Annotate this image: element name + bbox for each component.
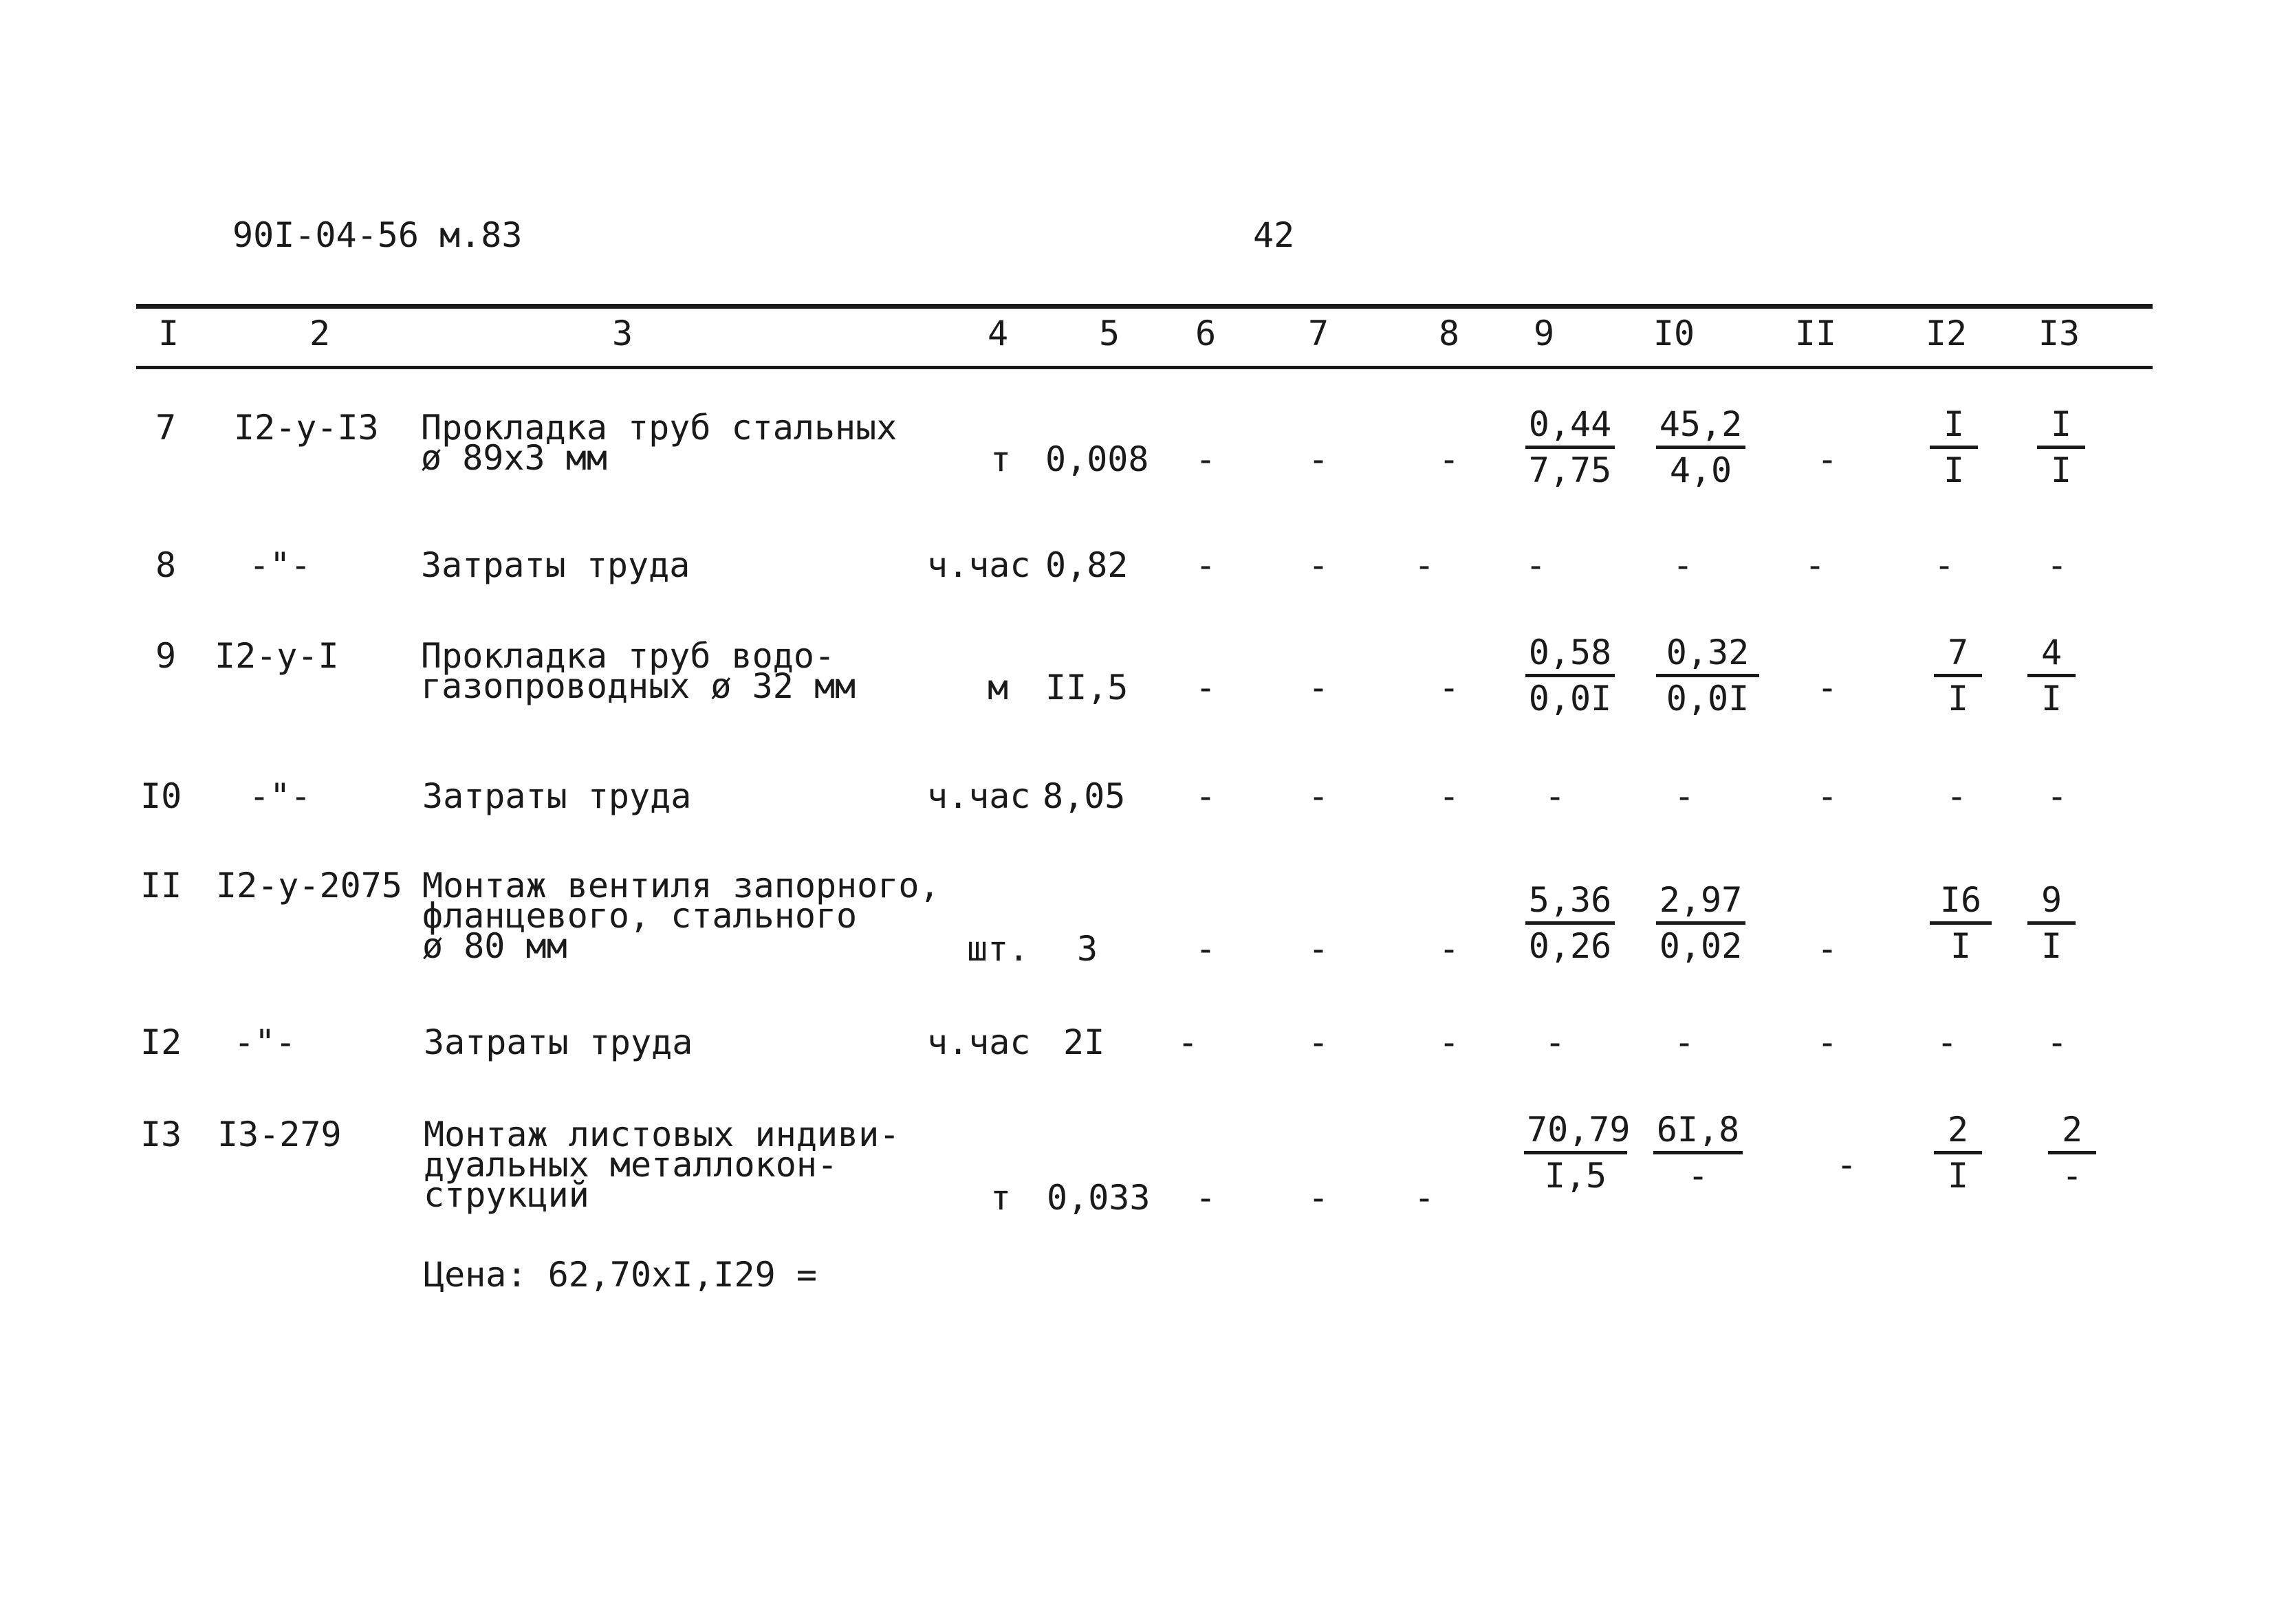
unit: ч.час bbox=[927, 1022, 1031, 1062]
col7-value: - bbox=[1308, 929, 1329, 969]
col6-value: - bbox=[1195, 545, 1217, 585]
denominator: I bbox=[2040, 679, 2062, 718]
col9-fraction bbox=[1525, 404, 1615, 490]
document-code: 90I-04-56 м.83 bbox=[232, 215, 523, 255]
col10-fraction bbox=[1656, 404, 1745, 490]
col9-value: - bbox=[1525, 545, 1547, 585]
numerator: 5,36 bbox=[1525, 883, 1615, 925]
col6-value: - bbox=[1195, 1178, 1217, 1218]
denominator: I bbox=[2040, 926, 2062, 966]
col13-fraction bbox=[2027, 880, 2076, 966]
col7-value: - bbox=[1308, 439, 1329, 479]
col7-value: - bbox=[1308, 1178, 1329, 1218]
row-number: II bbox=[140, 866, 182, 906]
unit: ч.час bbox=[927, 545, 1031, 585]
unit: м bbox=[988, 668, 1009, 707]
row-number: I3 bbox=[140, 1115, 182, 1154]
numerator: 45,2 bbox=[1656, 407, 1745, 449]
col7-value: - bbox=[1308, 1022, 1329, 1062]
page-number: 42 bbox=[1253, 215, 1295, 255]
col9-fraction bbox=[1525, 880, 1615, 966]
row-number: 8 bbox=[155, 545, 177, 585]
col11-value: - bbox=[1817, 929, 1838, 969]
norm-code: I2-у-2075 bbox=[216, 866, 402, 906]
denominator: I bbox=[2050, 450, 2072, 490]
col9-value: - bbox=[1545, 1022, 1566, 1062]
col-header-8: 8 bbox=[1438, 314, 1460, 353]
col6-value: - bbox=[1177, 1022, 1199, 1062]
norm-code: -"- bbox=[249, 776, 312, 816]
col-header-5: 5 bbox=[1098, 314, 1120, 353]
denominator: 0,02 bbox=[1659, 926, 1743, 966]
numerator: 0,44 bbox=[1525, 407, 1615, 449]
col-header-9: 9 bbox=[1533, 314, 1555, 353]
col9-fraction bbox=[1525, 635, 1615, 716]
numerator: I bbox=[1930, 407, 1978, 449]
denominator: - bbox=[1687, 1156, 1709, 1196]
col-header-13: I3 bbox=[2038, 314, 2080, 353]
col12-value: - bbox=[1934, 545, 1955, 585]
col11-value: - bbox=[1817, 1022, 1838, 1062]
work-description-line: ø 89х3 мм bbox=[421, 438, 607, 478]
row-number: 9 bbox=[155, 636, 177, 676]
quantity: 8,05 bbox=[1043, 776, 1126, 816]
col11-value: - bbox=[1817, 668, 1838, 707]
col7-value: - bbox=[1308, 545, 1329, 585]
work-description-line: Затраты труда bbox=[421, 545, 690, 585]
col13-value: - bbox=[2047, 776, 2068, 816]
numerator: I6 bbox=[1930, 883, 1992, 925]
col6-value: - bbox=[1195, 929, 1217, 969]
col11-value: - bbox=[1817, 776, 1838, 816]
unit: ч.час bbox=[927, 776, 1031, 816]
numerator: 2,97 bbox=[1656, 883, 1745, 925]
table-header-rule bbox=[136, 366, 2153, 369]
denominator: I,5 bbox=[1544, 1156, 1607, 1196]
col10-value: - bbox=[1674, 776, 1695, 816]
denominator: - bbox=[2061, 1156, 2083, 1196]
col10-value: - bbox=[1673, 545, 1694, 585]
norm-code: I2-у-I bbox=[215, 636, 339, 676]
norm-code: -"- bbox=[249, 545, 312, 585]
col6-value: - bbox=[1195, 439, 1217, 479]
numerator: 2 bbox=[2048, 1112, 2096, 1154]
denominator: I bbox=[1950, 926, 1972, 966]
col6-value: - bbox=[1195, 776, 1217, 816]
table-top-rule bbox=[136, 304, 2153, 309]
col12-value: - bbox=[1937, 1022, 1958, 1062]
quantity: 0,008 bbox=[1045, 439, 1149, 479]
quantity: 2I bbox=[1063, 1022, 1105, 1062]
numerator: I bbox=[2037, 407, 2085, 449]
norm-code: I3-279 bbox=[217, 1115, 342, 1154]
col-header-11: II bbox=[1794, 314, 1837, 353]
unit: т bbox=[990, 1178, 1012, 1218]
work-description-line: ø 80 мм bbox=[422, 926, 567, 966]
numerator: 6I,8 bbox=[1653, 1112, 1743, 1154]
col12-fraction bbox=[1930, 880, 1992, 966]
quantity: 0,033 bbox=[1047, 1178, 1151, 1218]
work-description-line: Монтаж листовых индиви- bbox=[424, 1115, 900, 1154]
work-description-line: газопроводных ø 32 мм bbox=[421, 666, 856, 706]
col13-fraction bbox=[2048, 1110, 2096, 1196]
col7-value: - bbox=[1308, 776, 1329, 816]
col6-value: - bbox=[1195, 668, 1217, 707]
work-description-line: Затраты труда bbox=[422, 776, 692, 816]
numerator: 0,32 bbox=[1656, 635, 1759, 677]
numerator: 4 bbox=[2027, 635, 2076, 677]
denominator: I bbox=[1947, 679, 1969, 718]
denominator: 0,0I bbox=[1666, 679, 1750, 718]
numerator: 70,79 bbox=[1524, 1112, 1627, 1154]
numerator: 7 bbox=[1934, 635, 1982, 677]
col8-value: - bbox=[1439, 929, 1460, 969]
quantity: II,5 bbox=[1045, 668, 1129, 707]
col8-value: - bbox=[1414, 1178, 1435, 1218]
col12-fraction bbox=[1934, 635, 1982, 716]
col-header-12: I2 bbox=[1925, 314, 1968, 353]
work-description-line: Прокладка труб стальных bbox=[421, 408, 897, 448]
denominator: 4,0 bbox=[1669, 450, 1732, 490]
col10-fraction bbox=[1653, 1110, 1743, 1196]
col12-fraction bbox=[1930, 404, 1978, 490]
row-number: I2 bbox=[140, 1022, 182, 1062]
col8-value: - bbox=[1439, 668, 1460, 707]
col11-value: - bbox=[1805, 545, 1826, 585]
col11-value: - bbox=[1836, 1145, 1858, 1185]
col11-value: - bbox=[1817, 439, 1838, 479]
row-number: I0 bbox=[140, 776, 182, 816]
col13-fraction bbox=[2027, 635, 2076, 716]
denominator: 0,0I bbox=[1528, 679, 1612, 718]
unit: шт. bbox=[967, 929, 1030, 969]
denominator: I bbox=[1947, 1156, 1969, 1196]
row-number: 7 bbox=[155, 408, 177, 448]
col13-value: - bbox=[2047, 1022, 2068, 1062]
work-description-line: дуальных металлокон- bbox=[424, 1145, 838, 1185]
denominator: 0,26 bbox=[1528, 926, 1612, 966]
col8-value: - bbox=[1414, 545, 1435, 585]
col12-value: - bbox=[1946, 776, 1968, 816]
col8-value: - bbox=[1439, 439, 1460, 479]
work-description-line: фланцевого, стального bbox=[422, 896, 858, 936]
col-header-10: I0 bbox=[1653, 314, 1695, 353]
price-line: Цена: 62,70хI,I29 = bbox=[424, 1255, 817, 1295]
col9-fraction bbox=[1524, 1110, 1631, 1196]
col12-fraction bbox=[1934, 1110, 1982, 1196]
col-header-7: 7 bbox=[1307, 314, 1329, 353]
work-description-line: Монтаж вентиля запорного, bbox=[422, 866, 940, 906]
unit: т bbox=[990, 439, 1012, 479]
quantity: 0,82 bbox=[1045, 545, 1129, 585]
col8-value: - bbox=[1439, 1022, 1460, 1062]
work-description-line: струкций bbox=[424, 1175, 589, 1215]
col10-fraction bbox=[1656, 880, 1745, 966]
col10-value: - bbox=[1674, 1022, 1695, 1062]
numerator: 2 bbox=[1934, 1112, 1982, 1154]
col-header-6: 6 bbox=[1195, 314, 1217, 353]
col13-fraction bbox=[2037, 404, 2085, 490]
norm-code: I2-у-I3 bbox=[234, 408, 379, 448]
col10-fraction bbox=[1656, 635, 1759, 716]
work-description-line: Прокладка труб водо- bbox=[421, 636, 836, 676]
col-header-3: 3 bbox=[611, 314, 633, 353]
numerator: 0,58 bbox=[1525, 635, 1615, 677]
norm-code: -"- bbox=[234, 1022, 296, 1062]
quantity: 3 bbox=[1077, 929, 1098, 969]
col-header-1: I bbox=[157, 314, 179, 353]
work-description-line: Затраты труда bbox=[424, 1022, 693, 1062]
numerator: 9 bbox=[2027, 883, 2076, 925]
denominator: I bbox=[1943, 450, 1965, 490]
col13-value: - bbox=[2047, 545, 2068, 585]
col-header-4: 4 bbox=[987, 314, 1009, 353]
col-header-2: 2 bbox=[309, 314, 331, 353]
col8-value: - bbox=[1439, 776, 1460, 816]
denominator: 7,75 bbox=[1528, 450, 1612, 490]
col7-value: - bbox=[1308, 668, 1329, 707]
col9-value: - bbox=[1545, 776, 1566, 816]
